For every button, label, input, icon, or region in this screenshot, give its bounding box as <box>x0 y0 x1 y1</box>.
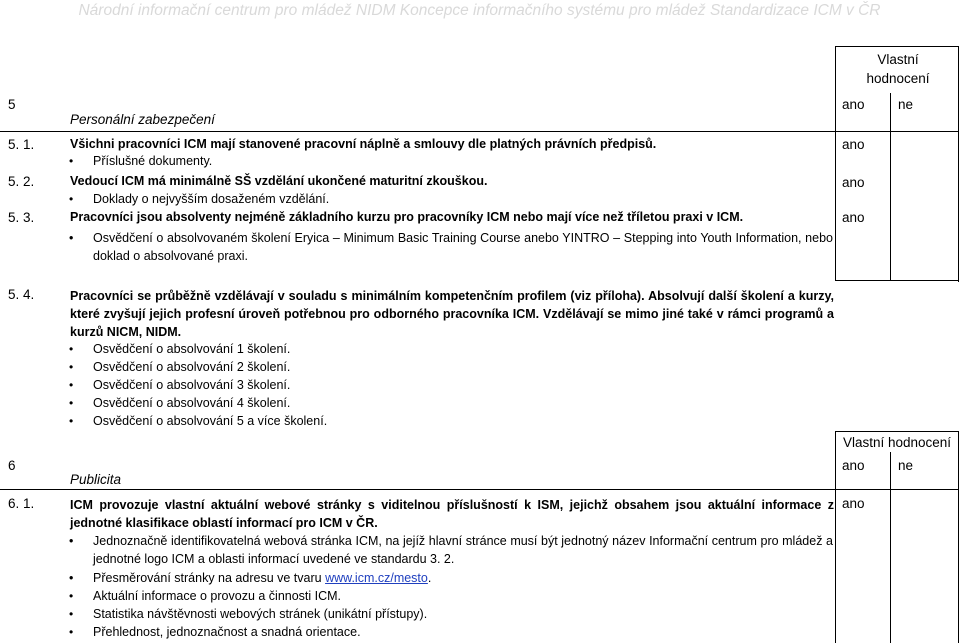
bullet-item: • Přesměrování stránky na adresu ve tvaru www.icm.cz/mesto. <box>69 571 432 585</box>
column-header-self-evaluation: Vlastní hodnocení <box>866 52 930 86</box>
bullet-item: • Osvědčení o absolvování 1 školení. <box>93 342 290 356</box>
item-number: 5. 2. <box>8 174 35 189</box>
table-border <box>835 46 959 47</box>
bullet-item: • Příslušné dokumenty. <box>93 154 212 168</box>
item-number: 5. 1. <box>8 137 35 152</box>
bullet-item: • Statistika návštěvnosti webových stránek (unikátní přístupy). <box>93 607 427 621</box>
section-number: 5 <box>8 97 16 112</box>
table-border <box>0 489 959 490</box>
table-border <box>835 431 959 432</box>
answer-no-header: ne <box>898 97 914 112</box>
column-header-self-evaluation: Vlastní hodnocení <box>842 435 952 450</box>
bullet-item: • Osvědčení o absolvování 4 školení. <box>93 396 290 410</box>
bullet-item: • Přehlednost, jednoznačnost a snadná orientace. <box>93 625 361 639</box>
bullet-item: • Osvědčení o absolvování 3 školení. <box>93 378 290 392</box>
bullet-item: • Osvědčení o absolvování 5 a více školení. <box>93 414 327 428</box>
item-text: ICM provozuje vlastní aktuální webové stránky s viditelnou příslušností k ISM, jejichž obsahem jsou aktuální informace z jednotné klasifikace oblastí informací pro ICM v ČR. <box>70 498 834 530</box>
table-border <box>890 93 891 280</box>
answer-value: ano <box>842 496 865 511</box>
table-border <box>0 131 959 132</box>
bullet-item: • Osvědčení o absolvování 2 školení. <box>93 360 290 374</box>
answer-no-header: ne <box>898 458 914 473</box>
section-number: 6 <box>8 458 16 473</box>
item-text: Vedoucí ICM má minimálně SŠ vzdělání ukončené maturitní zkouškou. <box>70 174 488 188</box>
answer-value: ano <box>842 210 865 225</box>
item-text: Pracovníci jsou absolventy nejméně základního kurzu pro pracovníky ICM nebo mají více než tříletou praxi v ICM. <box>70 210 744 224</box>
answer-value: ano <box>842 137 865 152</box>
table-border <box>835 46 836 280</box>
answer-yes-header: ano <box>842 458 865 473</box>
table-border <box>835 431 836 643</box>
bullet-item: • Aktuální informace o provozu a činnosti ICM. <box>93 589 341 603</box>
section-title: Personální zabezpečení <box>70 112 215 127</box>
answer-yes-header: ano <box>842 97 865 112</box>
item-number: 6. 1. <box>8 496 35 511</box>
section-title: Publicita <box>70 472 122 487</box>
bullet-item: • Doklady o nejvyšším dosaženém vzdělání. <box>93 192 329 206</box>
item-number: 5. 3. <box>8 210 35 225</box>
answer-value: ano <box>842 175 865 190</box>
item-text: Pracovníci se průběžně vzdělávají v souladu s minimálním kompetenčním profilem (viz příloha). Absolvují další školení a kurzy, které zvyšují jejich profesní úroveň potřebnou pro odborného pracovníka ICM. Vzdělávají se mimo jiné také v rámci programů a kurzů NICM, NIDM. <box>70 289 834 339</box>
bullet-item: • Jednoznačně identifikovatelná webová stránka ICM, na jejíž hlavní stránce musí být jednotný název Informační centrum pro mládež a jednotné logo ICM a oblasti informací uvedené ve standardu 3. 2. <box>69 534 833 566</box>
item-text: Všichni pracovníci ICM mají stanovené pracovní náplně a smlouvy dle platných právních předpisů. <box>70 137 657 151</box>
table-border <box>890 452 891 643</box>
table-border <box>835 280 959 281</box>
page-header: Národní informační centrum pro mládež NIDM Koncepce informačního systému pro mládež Standardizace ICM v ČR <box>78 2 881 19</box>
bullet-item: • Osvědčení o absolvovaném školení Eryica – Minimum Basic Training Course anebo YINTRO – Stepping into Youth Information, nebo doklad o absolvované praxi. <box>69 231 833 263</box>
item-number: 5. 4. <box>8 287 35 302</box>
website-link[interactable]: www.icm.cz/mesto <box>325 571 428 585</box>
